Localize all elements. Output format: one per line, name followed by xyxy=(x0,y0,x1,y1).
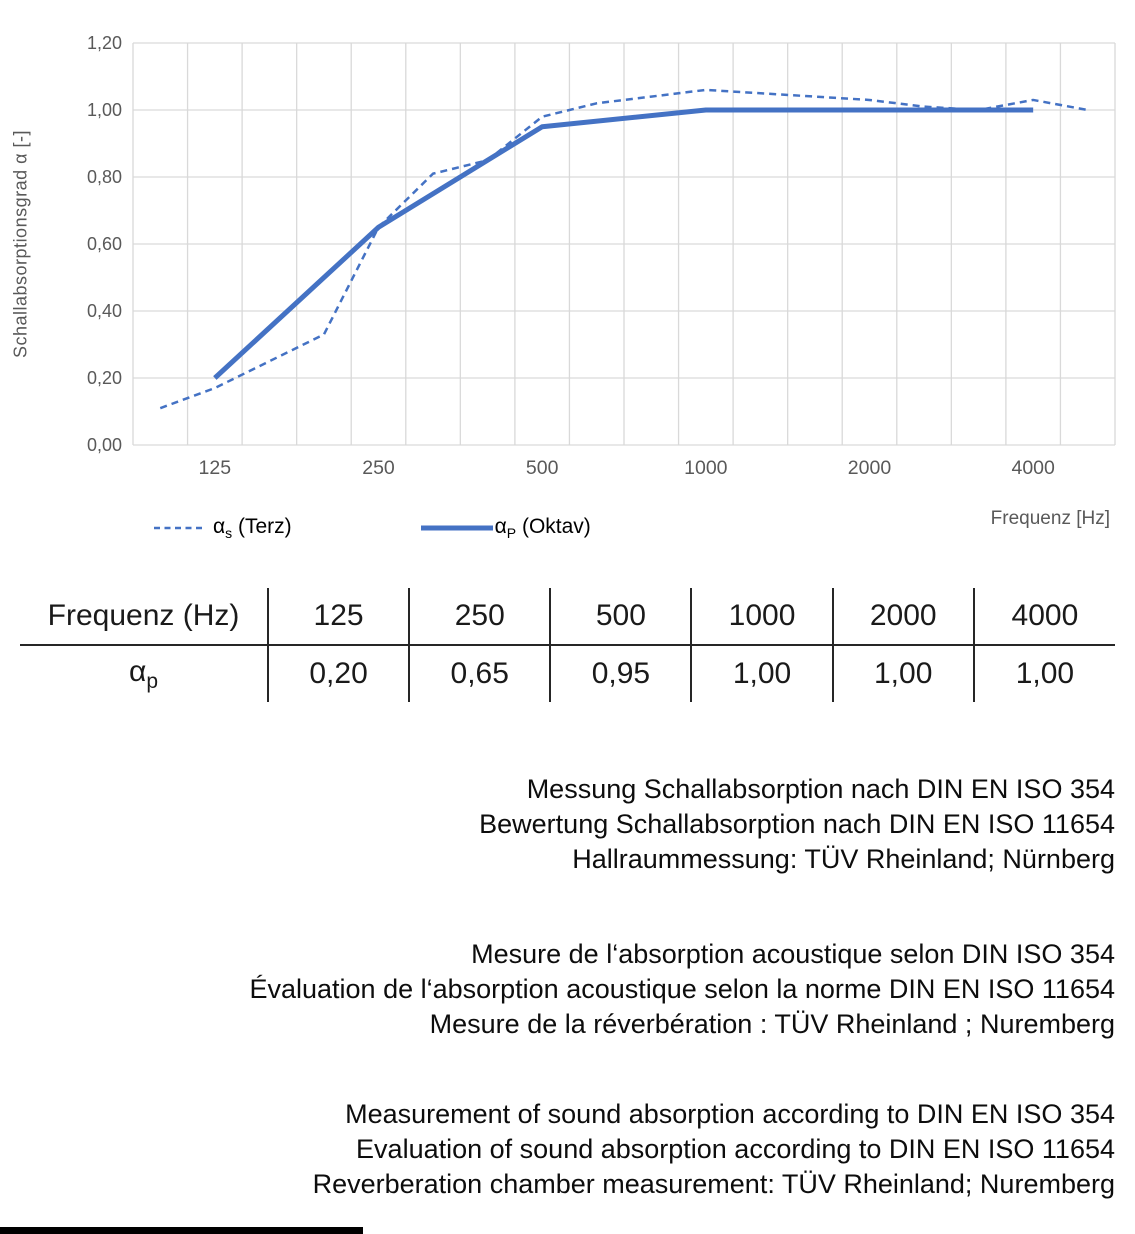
solid-line-sample xyxy=(420,523,493,533)
table-row-symbol: $\alpha_p$ xyxy=(20,645,268,702)
chart-canvas xyxy=(0,0,1135,560)
dashed-line-sample xyxy=(153,524,205,532)
y-tick-label: 0,00 xyxy=(86,435,122,455)
note-line: Evaluation of sound absorption according to DIN EN ISO 11654 xyxy=(356,1134,1115,1164)
note-german xyxy=(479,772,1115,877)
x-axis-title: Frequenz [Hz] xyxy=(990,508,1110,529)
table-frequency-cell: 250 xyxy=(409,588,550,645)
table-alpha-value-cell: 0,95 xyxy=(550,645,691,702)
absorption-chart xyxy=(0,0,1135,560)
note-french xyxy=(249,937,1115,1042)
table-header-label: Frequenz (Hz) xyxy=(20,588,268,645)
note-line: Évaluation de l‘absorption acoustique selon la norme DIN EN ISO 11654 xyxy=(249,974,1115,1004)
table-alpha-value-cell: 0,20 xyxy=(268,645,409,702)
legend-item-terz xyxy=(153,515,292,541)
table-frequency-cell: 4000 xyxy=(974,588,1115,645)
y-tick-label: 0,60 xyxy=(86,234,122,254)
legend-item-oktav xyxy=(420,515,591,541)
table-alpha-value-cell: 1,00 xyxy=(691,645,832,702)
note-line: Hallraummessung: TÜV Rheinland; Nürnberg xyxy=(572,844,1115,874)
x-tick-label: 4000 xyxy=(1011,457,1055,479)
x-tick-label: 2000 xyxy=(847,457,892,479)
legend-label-oktav: $\alpha_P$ (Oktav) xyxy=(494,514,591,542)
legend xyxy=(153,514,591,542)
note-line: Bewertung Schallabsorption nach DIN EN ISO 11654 xyxy=(479,809,1115,839)
table-frequency-cell: 2000 xyxy=(833,588,974,645)
x-tick-label: 500 xyxy=(525,457,559,479)
table-alpha-value-cell: 1,00 xyxy=(833,645,974,702)
y-tick-label: 0,40 xyxy=(86,301,122,321)
y-axis-title: Schallabsorptionsgrad α [-] xyxy=(10,130,31,359)
y-tick-label: 0,20 xyxy=(86,368,122,388)
note-line: Mesure de l‘absorption acoustique selon DIN ISO 354 xyxy=(471,939,1115,969)
page-footer-bar xyxy=(0,1227,363,1234)
note-line: Messung Schallabsorption nach DIN EN ISO 354 xyxy=(526,774,1115,804)
note-english xyxy=(313,1097,1115,1202)
legend-label-terz: $\alpha_s$ (Terz) xyxy=(213,514,292,542)
note-line: Measurement of sound absorption according to DIN EN ISO 354 xyxy=(345,1099,1115,1129)
y-tick-label: 1,20 xyxy=(86,33,122,53)
y-tick-label: 0,80 xyxy=(86,167,122,187)
y-tick-label: 1,00 xyxy=(86,100,122,120)
note-line: Reverberation chamber measurement: TÜV Rheinland; Nuremberg xyxy=(312,1169,1115,1199)
table-value-row xyxy=(20,645,1115,702)
x-tick-label: 1000 xyxy=(684,457,728,479)
frequency-table xyxy=(20,588,1115,702)
x-tick-label: 125 xyxy=(198,457,232,479)
x-tick-label: 250 xyxy=(362,457,395,479)
table-frequency-cell: 500 xyxy=(550,588,691,645)
table-frequency-cell: 1000 xyxy=(691,588,832,645)
table-alpha-value-cell: 0,65 xyxy=(409,645,550,702)
note-line: Mesure de la réverbération : TÜV Rheinland ; Nuremberg xyxy=(429,1009,1115,1039)
table-frequency-cell: 125 xyxy=(268,588,409,645)
table-alpha-value-cell: 1,00 xyxy=(1015,657,1075,690)
table-header-row xyxy=(20,588,1115,645)
